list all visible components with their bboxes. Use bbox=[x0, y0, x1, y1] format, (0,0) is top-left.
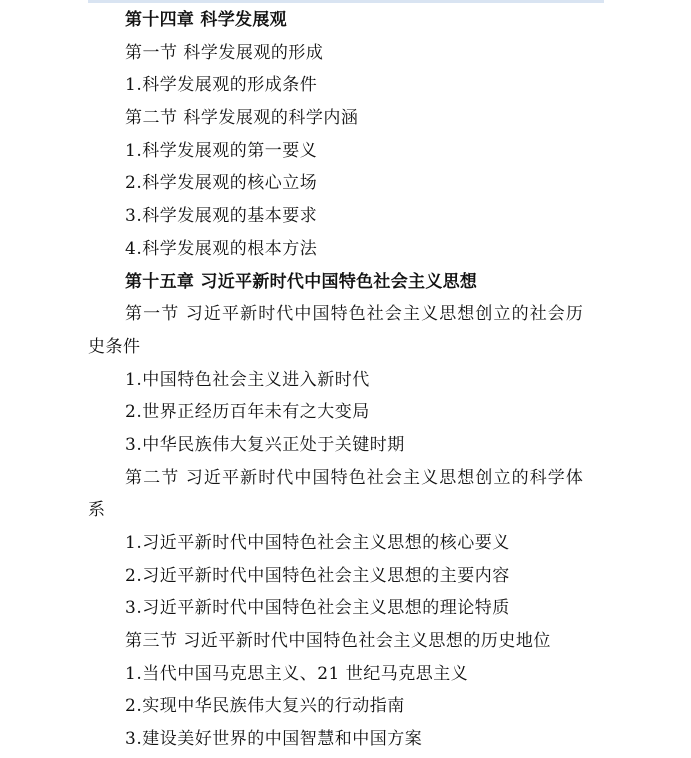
list-item: 1.科学发展观的形成条件 bbox=[125, 75, 318, 96]
table-of-contents bbox=[88, 4, 604, 756]
list-item: 1.当代中国马克思主义、21 世纪马克思主义 bbox=[125, 663, 469, 684]
section-heading: 第二节 习近平新时代中国特色社会主义思想创立的科学体 bbox=[125, 467, 585, 488]
list-item: 2.科学发展观的核心立场 bbox=[125, 173, 318, 194]
list-item: 1.科学发展观的第一要义 bbox=[125, 140, 318, 161]
list-item: 3.习近平新时代中国特色社会主义思想的理论特质 bbox=[125, 598, 510, 619]
section-heading-continuation: 史条件 bbox=[88, 336, 141, 357]
list-item: 1.中国特色社会主义进入新时代 bbox=[125, 369, 370, 390]
list-item: 4.科学发展观的根本方法 bbox=[125, 238, 318, 259]
list-item: 3.科学发展观的基本要求 bbox=[125, 206, 318, 227]
list-item: 1.习近平新时代中国特色社会主义思想的核心要义 bbox=[125, 533, 510, 553]
section-heading: 第二节 科学发展观的科学内涵 bbox=[125, 108, 359, 129]
chapter-heading-15: 第十五章 习近平新时代中国特色社会主义思想 bbox=[125, 271, 478, 292]
section-heading: 第一节 科学发展观的形成 bbox=[125, 42, 324, 63]
list-item: 2.实现中华民族伟大复兴的行动指南 bbox=[125, 696, 405, 717]
section-heading: 第一节 习近平新时代中国特色社会主义思想创立的社会历 bbox=[125, 304, 585, 325]
section-heading: 第三节 习近平新时代中国特色社会主义思想的历史地位 bbox=[125, 631, 551, 652]
list-item: 3.中华民族伟大复兴正处于关键时期 bbox=[125, 434, 405, 455]
top-divider bbox=[88, 0, 604, 3]
list-item: 2.世界正经历百年未有之大变局 bbox=[125, 402, 370, 423]
list-item: 3.建设美好世界的中国智慧和中国方案 bbox=[125, 729, 423, 750]
section-heading-continuation: 系 bbox=[88, 500, 106, 521]
list-item: 2.习近平新时代中国特色社会主义思想的主要内容 bbox=[125, 565, 510, 586]
chapter-heading-14: 第十四章 科学发展观 bbox=[125, 10, 287, 30]
